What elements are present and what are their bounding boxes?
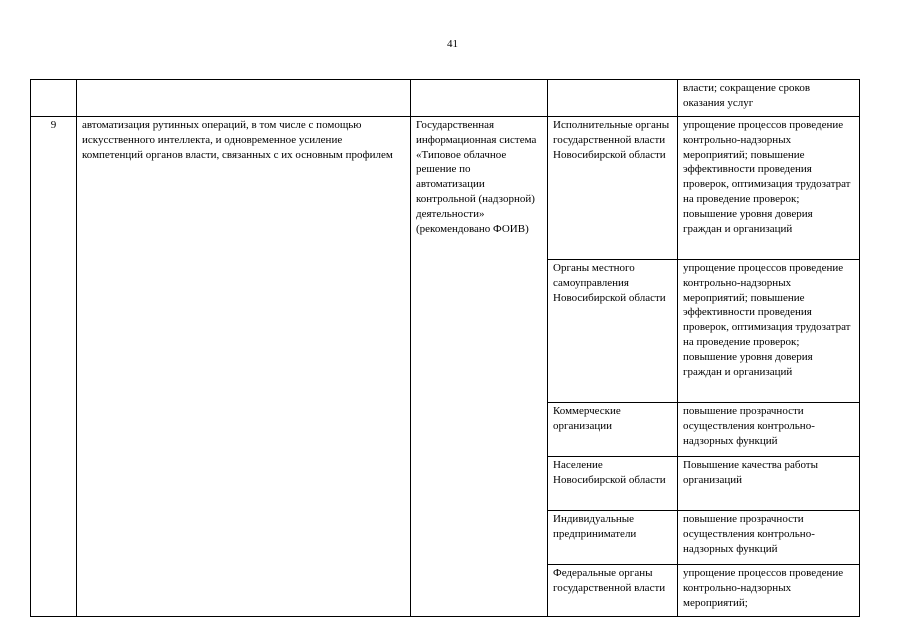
cell-effect: повышение прозрачности осуществления контрольно-надзорных функций [678,511,860,565]
cell-subject: Коммерческие организации [548,403,678,457]
cell-solution [411,80,548,117]
cell-subject: Исполнительные органы государственной власти Новосибирской области [548,117,678,260]
cell-task [77,80,411,117]
table-row [31,117,860,260]
cell-subject: Федеральные органы государственной власти [548,565,678,617]
cell-effect: упрощение процессов проведение контрольно-надзорных мероприятий; повышение эффективности проведения проверок, оптимизация трудозатрат на проведение проверок; повышение уровня доверия граждан и организаций [678,260,860,403]
table-row-continuation [31,80,860,117]
cell-task: автоматизация рутинных операций, в том числе с помощью искусственного интеллекта, и одновременное усиление компетенций органов власти, связанных с их основным профилем [77,117,411,617]
cell-solution: Государственная информационная система «Типовое облачное решение по автоматизации контрольной (надзорной) деятельности» (рекомендовано ФОИВ) [411,117,548,617]
document-table [30,79,860,617]
cell-subject: Население Новосибирской области [548,457,678,511]
cell-subject [548,80,678,117]
cell-subject: Индивидуальные предприниматели [548,511,678,565]
cell-effect: упрощение процессов проведение контрольно-надзорных мероприятий; повышение эффективности проведения проверок, оптимизация трудозатрат на проведение проверок; повышение уровня доверия граждан и организаций [678,117,860,260]
cell-effect: Повышение качества работы организаций [678,457,860,511]
cell-number: 9 [31,117,77,617]
cell-effect: повышение прозрачности осуществления контрольно-надзорных функций [678,403,860,457]
cell-effect: власти; сокращение сроков оказания услуг [678,80,860,117]
cell-number [31,80,77,117]
page-number: 41 [447,38,458,50]
cell-effect: упрощение процессов проведение контрольно-надзорных мероприятий; [678,565,860,617]
cell-subject: Органы местного самоуправления Новосибирской области [548,260,678,403]
